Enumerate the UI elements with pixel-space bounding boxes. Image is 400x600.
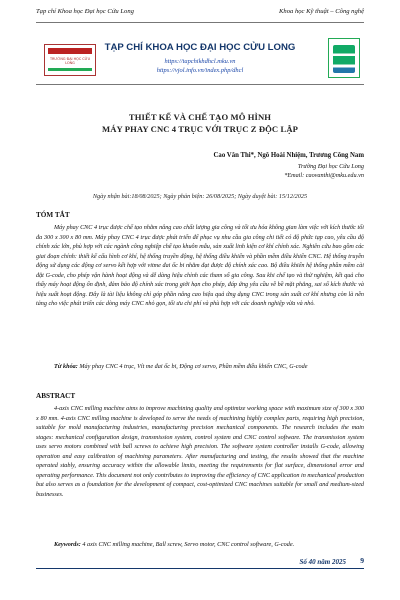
journal-name: TẠP CHÍ KHOA HỌC ĐẠI HỌC CỬU LONG xyxy=(104,42,296,53)
university-logo: TRƯỜNG ĐẠI HỌC CỬU LONG xyxy=(44,44,96,76)
abstract-vi-body: Máy phay CNC 4 trục được chế tạo nhằm nâng cao chất lượng gia công và tối ưu hóa không gian làm việc với kích thước tối đa 300 x 300 x 80 mm. Máy phay CNC 4 trục được phát triển để phục vụ nhu cầu gia công chi tiết có độ phức tạp cao, yêu cầu độ chính xác lớn, phù hợp với các ngành công nghiệp chế tạo khuôn mẫu, sản xuất linh kiện cơ khí chính xác. Nghiên cứu bao gồm các giai đoạn chính: thiết kế cấu hình cơ khí, hệ thống truyền động, hệ thống điều khiển và phần mềm điều khiển CNC. Hệ thống truyền động sử dụng các động cơ servo kết hợp với vitme đai ốc bi nhằm đạt được độ chính xác cao. Bộ điều khiển hệ thống phần mềm cài đặt G-code, cho phép vận hành hoạt động và dễ dàng hiệu chỉnh các tham số gia công. Sau khi chế tạo và thử nghiệm, kết quả cho thấy máy hoạt động ổn định, đảm bảo độ chính xác trong giới hạn cho phép, đáp ứng yêu cầu về bề mặt phẳng, sai số kích thước và hiệu suất hoạt động. Đây là tài liệu không chỉ góp phần nâng cao hiệu quả ứng dụng CNC trong sản xuất cơ khí nhưng còn là nền tảng cho việc phát triển các dòng máy CNC nhỏ gọn, tối ưu chi phí và phù hợp với các doanh nghiệp vừa và nhỏ. xyxy=(36,225,364,307)
keywords-vi-label: Từ khóa: xyxy=(54,363,78,370)
masthead-rule xyxy=(36,84,364,85)
running-header-right: Khoa học Kỹ thuật – Công nghệ xyxy=(279,8,364,15)
article-dates: Ngày nhận bài:18/08/2025; Ngày phản biện: 26/08/2025; Ngày duyệt bài: 15/12/2025 xyxy=(92,193,308,200)
article-title-line-1: THIẾT KẾ VÀ CHẾ TẠO MÔ HÌNH xyxy=(128,112,272,122)
journal-masthead xyxy=(36,34,364,80)
issue-number: Số 40 năm 2025 xyxy=(299,558,346,566)
journal-url-1[interactable]: https://tapchikhdhcl.mku.vn xyxy=(164,58,236,65)
author-email: *Email: caovanthi@mku.edu.vn xyxy=(284,172,364,179)
footer-rule xyxy=(36,568,364,569)
article-title-line-2: MÁY PHAY CNC 4 TRỤC VỚI TRỤC Z ĐỘC LẬP xyxy=(102,124,298,134)
running-header-left: Tạp chí Khoa học Đại học Cửu Long xyxy=(36,8,134,15)
page-number: 9 xyxy=(360,556,364,565)
keywords-en-label: Keywords: xyxy=(54,541,81,548)
keywords-vi xyxy=(36,362,364,372)
abstract-en-body: 4-axis CNC milling machine aims to improve machining quality and optimize working space with maximum size of 300 x 300 x 80 mm. 4-axis CNC milling machine is developed to serve the needs of machining highly complex parts, requiring high precision, suitable for mold manufacturing industries, manufacturing precision mechanical components. The research includes the main stages: mechanical configuration design, transmission system, control system and CNC control software. The transmission system uses servo motors combined with ball screws to achieve high precision. The software system controller installs G-code, allowing operation and easy calibration of machining parameters. After manufacturing and testing, the results showed that the machine operated stably, ensuring accuracy within the allowable limits, meeting the requirements for flat surface, dimensional error and operating performance. This document not only contributes to improving the efficiency of CNC application in mechanical production but also serves as a foundation for the development of compact, cost-optimized CNC machines suitable for small and medium-sized businesses. xyxy=(36,406,364,498)
keywords-en xyxy=(36,540,364,550)
journal-url-2[interactable]: https://vjol.info.vn/index.php/dhcl xyxy=(156,67,244,74)
keywords-en-text: 4 axis CNC milling machine, Ball screw, Servo motor, CNC control software, G-code. xyxy=(82,541,295,548)
journal-cover-logo xyxy=(328,38,360,78)
author-affiliation: Trường Đại học Cửu Long xyxy=(297,163,364,170)
header-rule xyxy=(36,22,364,23)
abstract-en-heading: ABSTRACT xyxy=(36,392,76,400)
running-header xyxy=(36,8,364,20)
abstract-vi-heading: TÓM TẮT xyxy=(36,211,70,219)
keywords-vi-text: Máy phay CNC 4 trục, Vít me đai ốc bi, Động cơ servo, Phần mềm điều khiển CNC, G-code xyxy=(79,363,308,370)
article-authors: Cao Văn Thi*, Ngô Hoài Nhiệm, Trương Công Nam xyxy=(213,152,364,159)
